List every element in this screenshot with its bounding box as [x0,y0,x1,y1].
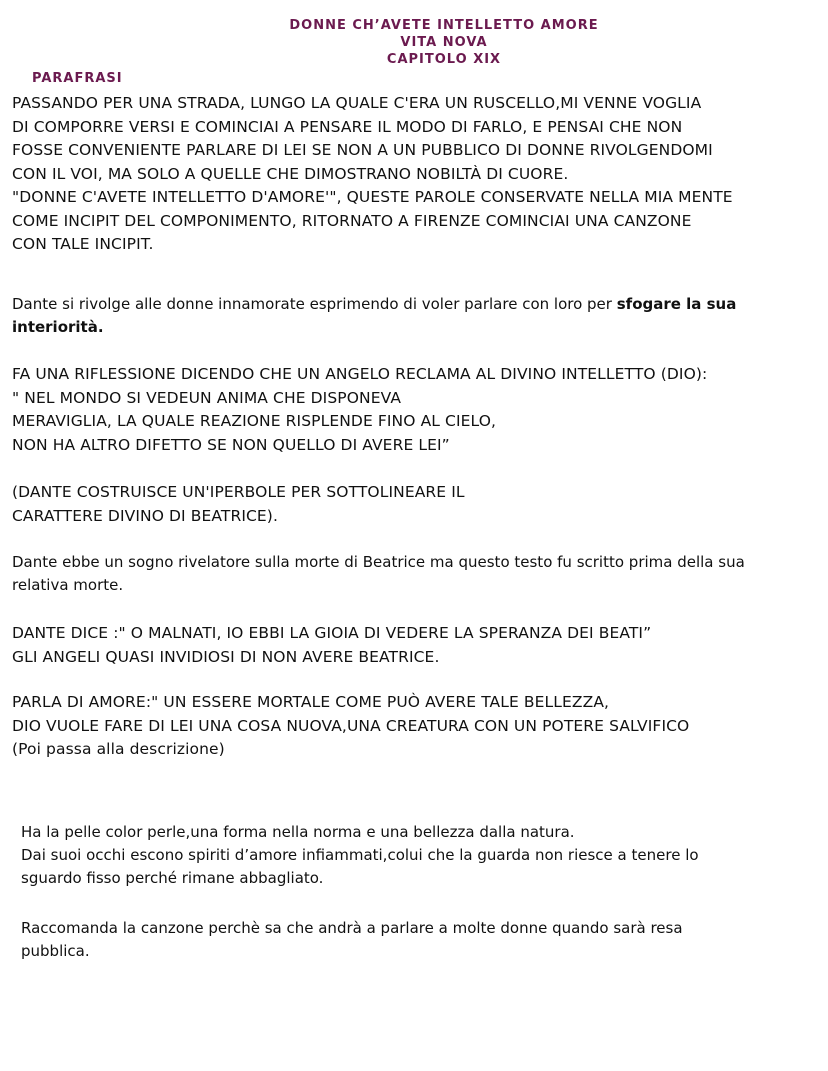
paragraph-line [12,316,812,339]
paragraph-bold-text: interiorità. [12,318,104,336]
paragraph-line: " NEL MONDO SI VEDEUN ANIMA CHE DISPONEVA [12,388,402,407]
paragraph-5 [12,551,812,597]
section-label: PARAFRASI [32,71,123,86]
paragraph-line: PASSANDO PER UNA STRADA, LUNGO LA QUALE C'ERA UN RUSCELLO,MI VENNE VOGLIA [12,94,702,112]
paragraph-line: pubblica. [21,942,90,960]
document-header [0,17,828,68]
paragraph-line: GLI ANGELI QUASI INVIDIOSI DI NON AVERE BEATRICE. [12,647,440,666]
paragraph-line [12,293,812,316]
paragraph-line: DIO VUOLE FARE DI LEI UNA COSA NUOVA,UNA CREATURA CON UN POTERE SALVIFICO [12,716,690,735]
paragraph-line: relativa morte. [12,576,124,594]
document-subtitle: VITA NOVA [400,35,488,50]
paragraph-line: "DONNE C'AVETE INTELLETTO D'AMORE'", QUESTE PAROLE CONSERVATE NELLA MIA MENTE [12,188,733,206]
paragraph-3 [12,363,812,457]
paragraph-line: Raccomanda la canzone perchè sa che andrà a parlare a molte donne quando sarà resa [21,919,683,937]
paragraph-4 [12,481,812,528]
paragraph-7 [12,691,812,762]
paragraph-line: CON IL VOI, MA SOLO A QUELLE CHE DIMOSTRANO NOBILTÀ DI CUORE. [12,164,569,183]
paragraph-1 [12,92,812,257]
paragraph-6 [12,622,812,669]
paragraph-2 [12,293,812,339]
paragraph-line: COME INCIPIT DEL COMPONIMENTO, RITORNATO A FIRENZE COMINCIAI UNA CANZONE [12,211,692,230]
paragraph-line: (Poi passa alla descrizione) [12,740,225,758]
paragraph-line: CARATTERE DIVINO DI BEATRICE). [12,506,278,525]
paragraph-line: FOSSE CONVENIENTE PARLARE DI LEI SE NON A UN PUBBLICO DI DONNE RIVOLGENDOMI [12,141,713,159]
paragraph-line: DANTE DICE :" O MALNATI, IO EBBI LA GIOIA DI VEDERE LA SPERANZA DEI BEATI” [12,624,652,642]
paragraph-8 [21,821,821,890]
paragraph-line: Dai suoi occhi escono spiriti d’amore infiammati,colui che la guarda non riesce a tenere lo [21,846,699,864]
paragraph-line: NON HA ALTRO DIFETTO SE NON QUELLO DI AVERE LEI” [12,435,450,454]
document-chapter: CAPITOLO XIX [386,52,502,67]
paragraph-line: Ha la pelle color perle,una forma nella norma e una bellezza dalla natura. [21,823,575,841]
document-title: DONNE CH’AVETE INTELLETTO AMORE [289,18,599,33]
paragraph-line: FA UNA RIFLESSIONE DICENDO CHE UN ANGELO RECLAMA AL DIVINO INTELLETTO (DIO): [12,365,708,383]
paragraph-text: Dante si rivolge alle donne innamorate esprimendo di voler parlare con loro per [12,295,617,313]
paragraph-bold-text: sfogare la sua [616,295,737,313]
paragraph-line: Dante ebbe un sogno rivelatore sulla morte di Beatrice ma questo testo fu scritto prima della sua [12,553,745,571]
paragraph-line: CON TALE INCIPIT. [12,235,154,253]
paragraph-line: (DANTE COSTRUISCE UN'IPERBOLE PER SOTTOLINEARE IL [12,483,465,501]
paragraph-line: sguardo fisso perché rimane abbagliato. [21,869,324,887]
paragraph-line: PARLA DI AMORE:" UN ESSERE MORTALE COME PUÒ AVERE TALE BELLEZZA, [12,693,610,711]
paragraph-line: DI COMPORRE VERSI E COMINCIAI A PENSARE IL MODO DI FARLO, E PENSAI CHE NON [12,117,683,136]
paragraph-9 [21,917,821,963]
paragraph-line: MERAVIGLIA, LA QUALE REAZIONE RISPLENDE FINO AL CIELO, [12,412,497,430]
